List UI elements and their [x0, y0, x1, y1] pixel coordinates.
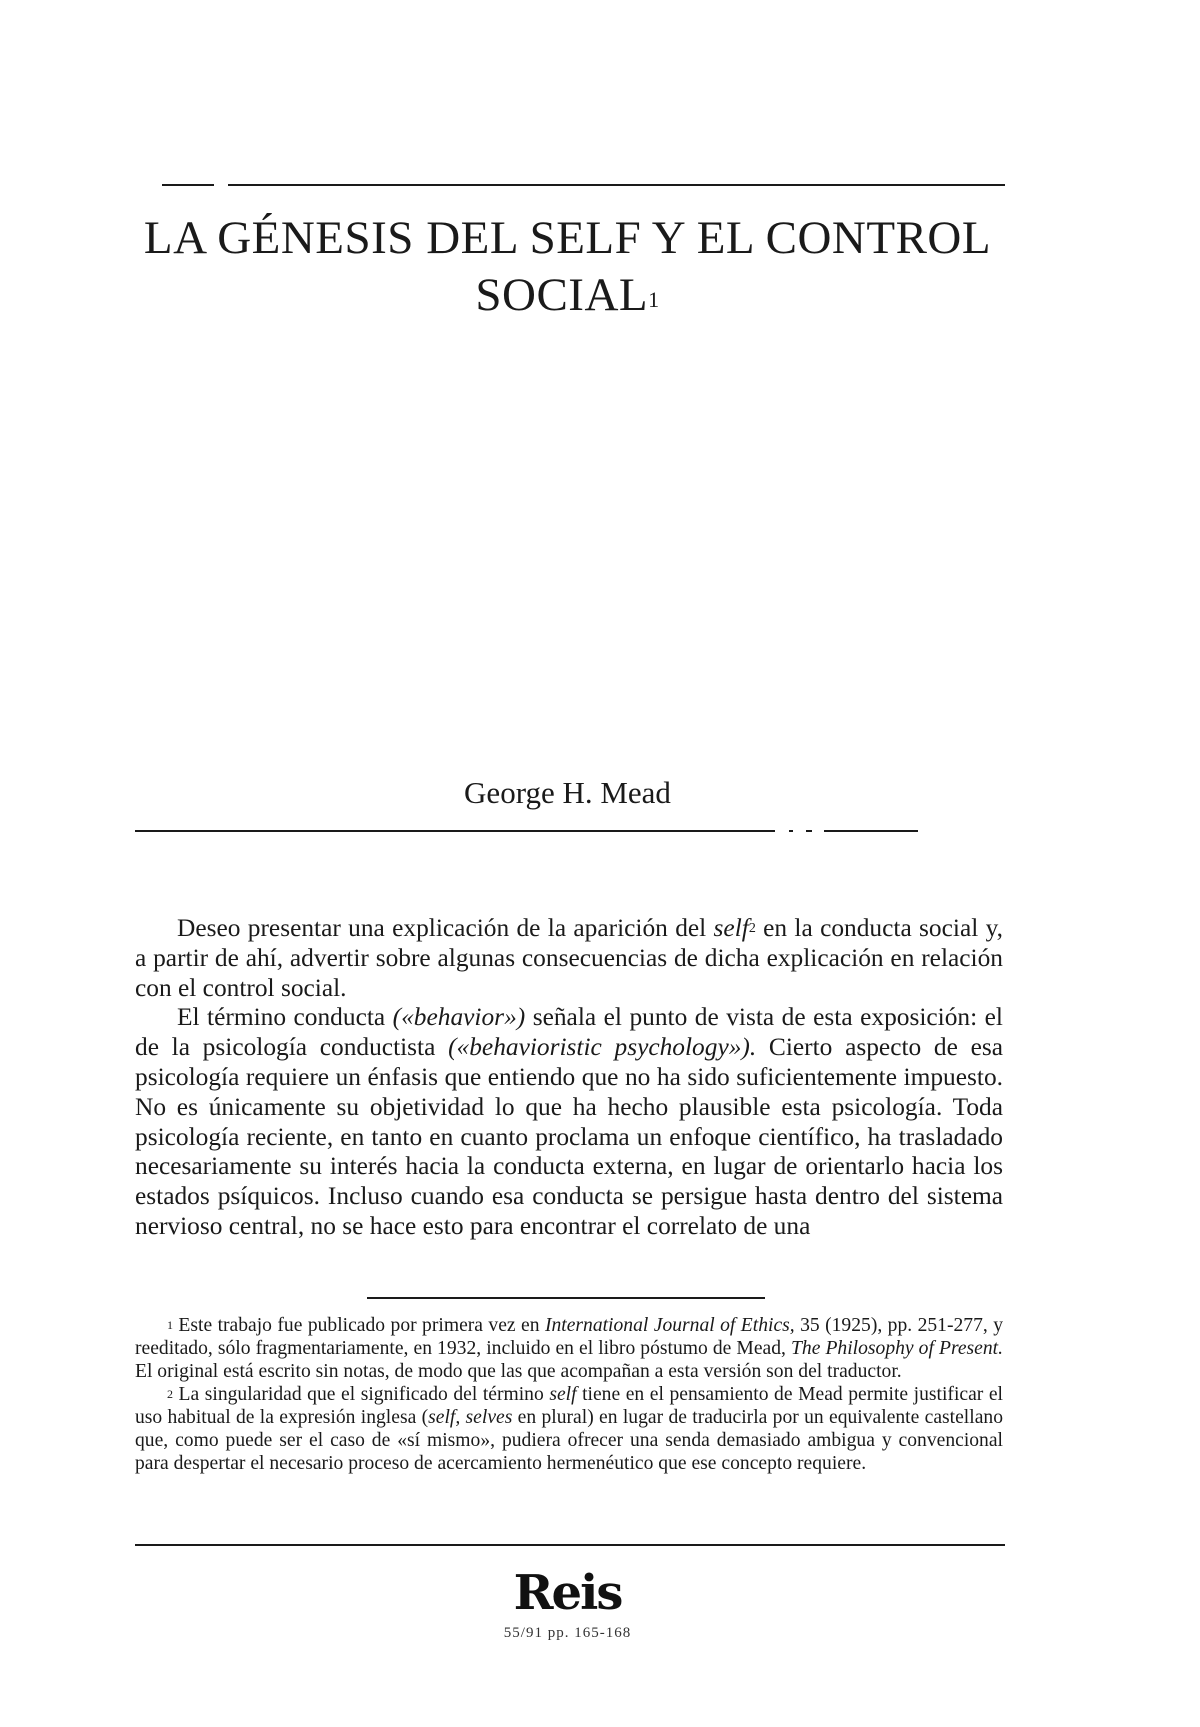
paragraph-2 [135, 1003, 1003, 1241]
article-title [130, 210, 1005, 324]
footnote-1-marker: 1 [167, 1318, 173, 1332]
author-rule-short [824, 830, 918, 832]
footnote-1-book: The Philosophy of Present. [791, 1338, 1004, 1359]
top-rule-long [228, 184, 1005, 186]
paragraph-1-text-a: Deseo presentar una explicación de la aparición del [177, 914, 714, 942]
title-footnote-marker: 1 [648, 287, 660, 312]
footnote-2-text-c: en plural) en lugar de traducirla por un equivalente castellano que, como puede ser el caso de «sí mismo», pudiera ofrecer una senda demasiado ambigua y convencional para despertar el necesario proceso de acercamiento hermenéutico que ese concepto requiere. [135, 1407, 1003, 1474]
author-rule-dot-2 [806, 830, 812, 832]
author-rule-dot-1 [789, 830, 793, 832]
journal-page-reference: 55/91 pp. 165-168 [503, 1625, 632, 1641]
footnote-marker-2: 2 [748, 921, 756, 936]
footnotes [135, 1314, 1003, 1475]
footnote-2-text-a: La singularidad que el significado del término [173, 1384, 550, 1405]
footnote-1-text-b: 35 (1925), pp. 251-277, y reeditado, sólo fragmentariamente, en 1932, incluido en el libro póstumo de Mead, [135, 1315, 1003, 1359]
paragraph-2-text-a: El término conducta [177, 1003, 393, 1032]
term-behavioristic-psychology: («behavioristic psychology»). [448, 1033, 757, 1062]
journal-logo: Reis [513, 1565, 622, 1621]
footnote-1-journal: International Journal of Ethics, [544, 1315, 795, 1336]
footnote-1 [135, 1314, 1003, 1383]
footnote-2-text-b: tiene en el pensamiento de Mead permite justificar el uso habitual de la expresión inglesa ( [135, 1384, 1003, 1428]
footnote-1-text-a: Este trabajo fue publicado por primera vez en [173, 1315, 545, 1336]
term-self: self [713, 914, 749, 942]
term-behavior: («behavior») [392, 1003, 526, 1032]
article-title-text: LA GÉNESIS DEL SELF Y EL CONTROL SOCIAL [143, 212, 992, 321]
footnote-1-text-c: El original está escrito sin notas, de modo que las que acompañan a esta versión son del traductor. [135, 1361, 902, 1382]
author-name: George H. Mead [464, 775, 671, 810]
footnote-2-marker: 2 [167, 1387, 173, 1401]
paragraph-1 [135, 914, 1003, 1003]
footnote-separator [367, 1297, 765, 1299]
paragraph-2-text-c: Cierto aspecto de esa psicología requiere un énfasis que entiendo que no ha sido suficientemente impuesto. No es únicamente su objetividad lo que ha hecho plausible esta psicología. Toda psicología reciente, en tanto en cuanto proclama un enfoque científico, ha trasladado necesariamente su interés hacia la conducta externa, en lugar de orientarlo hacia los estados psíquicos. Incluso cuando esa conducta se persigue hasta dentro del sistema nervioso central, no se hace esto para encontrar el correlato de una [135, 1033, 1003, 1240]
bottom-rule [135, 1544, 1005, 1546]
paragraph-2-text-b: señala el punto de vista de esta exposición: el de la psicología conductista [135, 1003, 1003, 1062]
author-rule-long [135, 830, 775, 832]
top-rule-short [162, 184, 214, 186]
article-body [135, 914, 1003, 1242]
footnote-2-term-self: self [549, 1384, 577, 1405]
paragraph-1-text-b: en la conducta social y, a partir de ahí, advertir sobre algunas consecuencias de dicha explicación en relación con el control social. [135, 914, 1003, 1002]
footnote-2 [135, 1383, 1003, 1475]
footnote-2-term-selves: self, selves [428, 1407, 513, 1428]
